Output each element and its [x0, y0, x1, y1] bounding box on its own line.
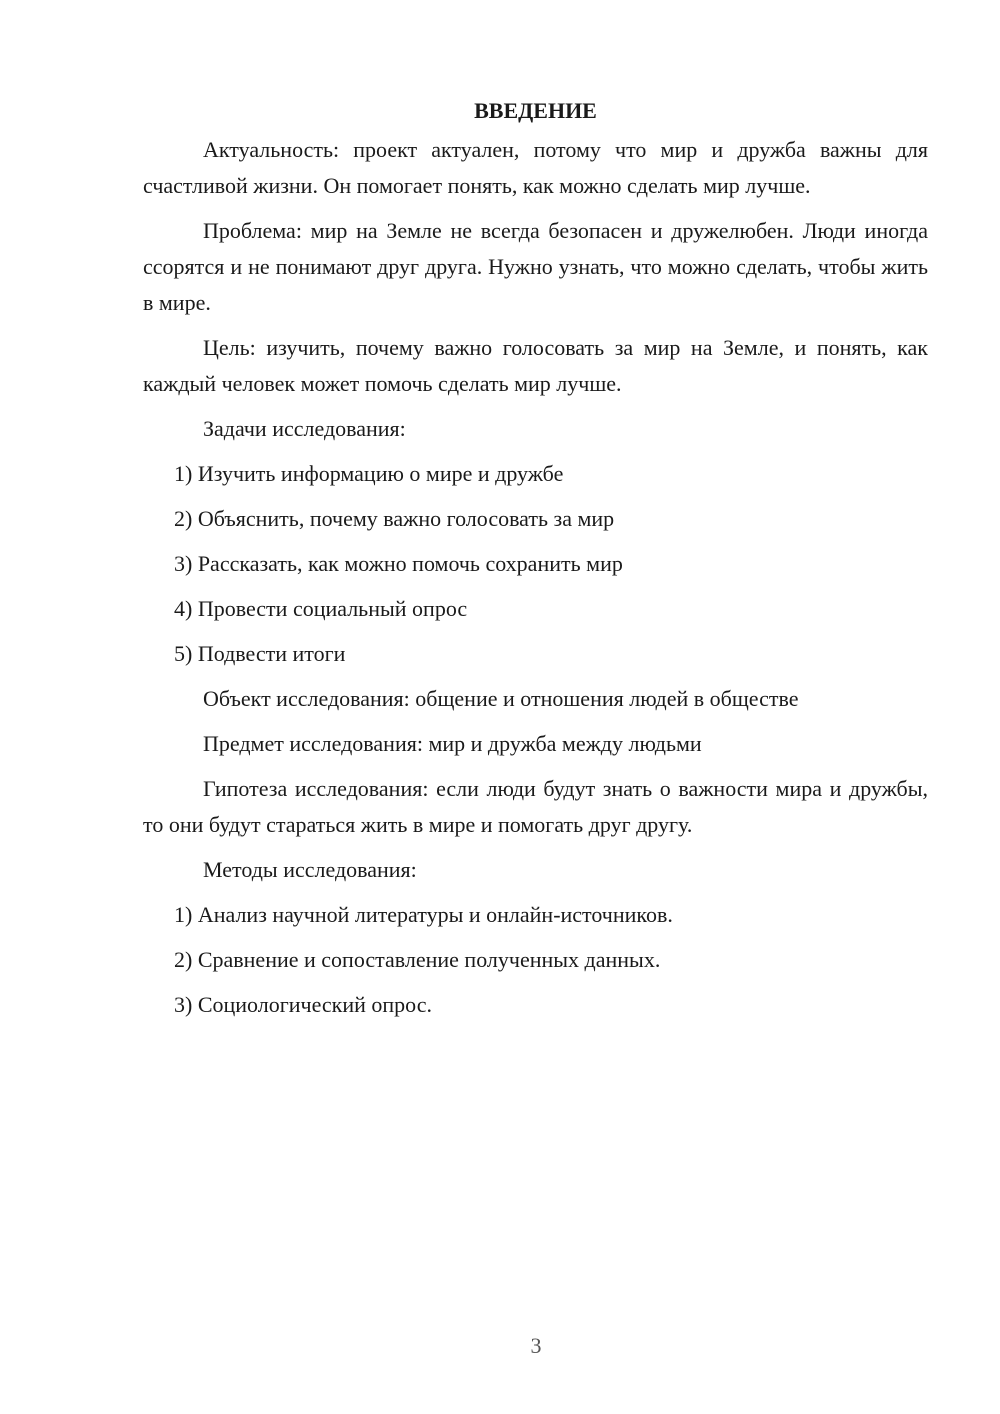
- task-item: 3) Рассказать, как можно помочь сохранить мир: [174, 551, 623, 576]
- task-item: 1) Изучить информацию о мире и дружбе: [174, 461, 564, 486]
- task-item: 5) Подвести итоги: [174, 641, 346, 666]
- page-number: 3: [530, 1333, 542, 1358]
- task-item: 2) Объяснить, почему важно голосовать за мир: [174, 506, 615, 531]
- method-item: 1) Анализ научной литературы и онлайн-источников.: [174, 902, 673, 927]
- problem-paragraph: Проблема: мир на Земле не всегда безопасен и дружелюбен. Люди иногда ссорятся и не понимают друг друга. Нужно узнать, что можно сделать, чтобы жить в мире.: [143, 218, 928, 315]
- relevance-paragraph: Актуальность: проект актуален, потому что мир и дружба важны для счастливой жизни. Он помогает понять, как можно сделать мир лучше.: [143, 137, 928, 198]
- research-object: Объект исследования: общение и отношения людей в обществе: [203, 686, 799, 711]
- research-subject: Предмет исследования: мир и дружба между людьми: [203, 731, 702, 756]
- method-item: 3) Социологический опрос.: [174, 992, 432, 1017]
- tasks-heading: Задачи исследования:: [203, 416, 406, 441]
- task-item: 4) Провести социальный опрос: [174, 596, 468, 621]
- document-title: ВВЕДЕНИЕ: [474, 98, 597, 123]
- hypothesis-paragraph: Гипотеза исследования: если люди будут знать о важности мира и дружбы, то они будут стараться жить в мире и помогать друг другу.: [143, 776, 928, 837]
- document-page: [143, 96, 928, 1032]
- methods-heading: Методы исследования:: [203, 857, 417, 882]
- goal-paragraph: Цель: изучить, почему важно голосовать за мир на Земле, и понять, как каждый человек может помочь сделать мир лучше.: [143, 335, 928, 396]
- method-item: 2) Сравнение и сопоставление полученных данных.: [174, 947, 661, 972]
